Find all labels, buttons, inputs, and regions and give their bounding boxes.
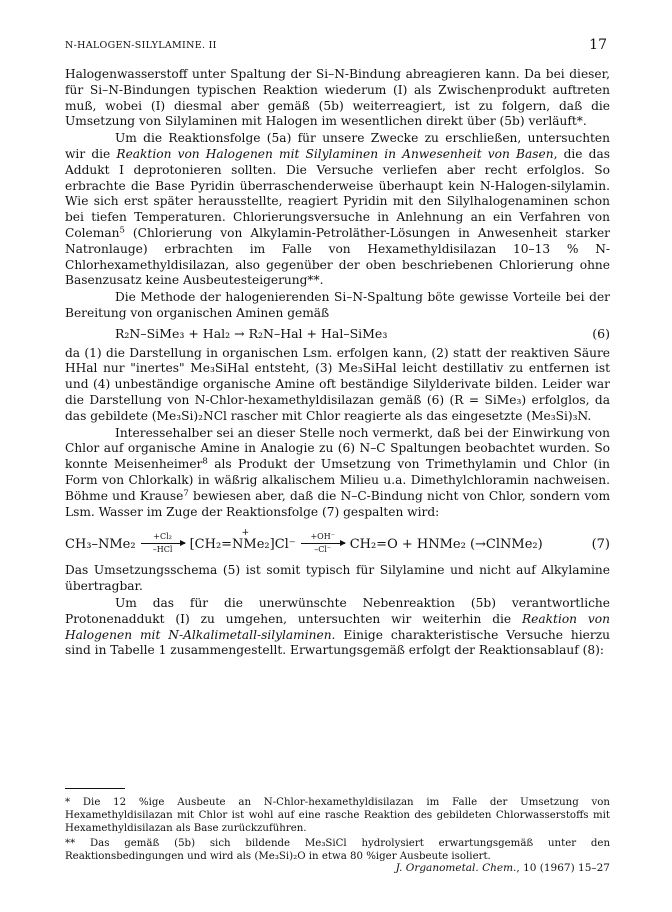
journal-name: J. Organometal. Chem. — [395, 862, 517, 874]
reaction-arrow-icon — [301, 533, 345, 554]
scheme-number: (7) — [591, 536, 610, 552]
article-body — [65, 67, 610, 660]
equation-6 — [65, 326, 610, 342]
page-number: 17 — [589, 37, 607, 53]
paragraph-2: Um die Reaktionsfolge (5a) für unsere Zwecke zu erschließen, untersuchten wir die Reaktion von Halogenen mit Silylaminen in Anwesenheit von Basen, die das Addukt I deprotonieren sollten. Die Versuche verliefen aber recht erfolglos. So erbrachte die Base Pyridin überraschenderweise überhaupt kein N-Halogen-silylamin. Wie sich erst später herausstellte, reagiert Pyridin mit den Silylhalogenaminen schon bei tiefen Temperaturen. Chlorierungsversuche in Anlehnung an ein Verfahren von Coleman$^5$ (Chlorierung von Alkylamin-Petroläther-Lösungen in Anwesenheit starker Natronlauge) erbrachten im Falle von Hexamethyldisilazan 10–13 % N-Chlorhexamethyldisilazan, also gegenüber der oben beschriebenen Chlorierung ohne Basenzusatz keine Ausbeutesteigerung**. — [65, 131, 610, 288]
paragraph-5: Interessehalber sei an dieser Stelle noch vermerkt, daß bei der Einwirkung von Chlor auf organische Amine in Analogie zu (6) N–C Spaltungen beobachtet wurden. So konnte Meisenheimer$^8$ als Produkt der Umsetzung von Trimethylamin und Chlor (in Form von Chlorkalk) in wäßrig alkalischem Milieu u.a. Dimethylchloramin nachweisen. Böhme und Krause$^7$ bewiesen aber, daß die N–C-Bindung nicht von Chlor, sondern vom Lsm. Wasser im Zuge der Reaktionsfolge (7) gespalten wird: — [65, 425, 610, 519]
scheme-products: CH₂=O + HNMe₂ (→ClNMe₂) — [349, 536, 543, 552]
footnotes — [65, 796, 610, 865]
page-header — [65, 37, 607, 56]
paragraph-3: Die Methode der halogenierenden Si–N-Spaltung böte gewisse Vorteile bei der Bereitung von organischen Aminen gemäß — [65, 290, 610, 320]
arrow-byproduct: –HCl — [152, 545, 173, 555]
journal-volume: , 10 (1967) 15–27 — [516, 862, 610, 874]
reaction-arrow-icon — [141, 533, 185, 554]
paragraph-4: da (1) die Darstellung in organischen Lsm. erfolgen kann, (2) statt der reaktiven Säure HHal nur "inertes" Me₃SiHal entsteht, (3) Me₃SiHal leicht destillativ zu entfernen ist und (4) unbeständige organische Amine oft beständige Silylderivate bilden. Leider war die Darstellung von N-Chlor-hexamethyldisilazan gemäß (6) (R = SiMe₃) erfolglos, da das gebildete (Me₃Si)₂NCl rascher mit Chlor reagierte als das eingesetzte (Me₃Si)₃N. — [65, 345, 610, 423]
scheme-reactant: CH₃–NMe₂ — [65, 536, 136, 552]
scheme-intermediate: + [CH₂=NMe₂]Cl⁻ — [189, 527, 296, 552]
paragraph-1: Halogenwasserstoff unter Spaltung der Si–N-Bindung abreagieren kann. Da bei dieser, für Si–N-Bindungen typischen Reaktion wiederum (I) als Zwischenprodukt auftreten muß, wobei (I) diesmal aber gemäß (5b) weiterreagiert, ist zu folgern, daß die Umsetzung von Silylaminen mit Halogen im wesentlichen direkt über (5b) verläuft*. — [65, 67, 610, 129]
emphasis-text: Reaktion von Halogenen mit Silylaminen in Anwesenheit von Basen — [116, 146, 554, 161]
reference-superscript: 8 — [202, 456, 208, 467]
paragraph-6: Das Umsetzungsschema (5) ist somit typisch für Silylamine und nicht auf Alkylamine übertragbar. — [65, 563, 610, 594]
reaction-scheme-7 — [65, 527, 610, 555]
reference-superscript: 5 — [119, 225, 125, 236]
paragraph-7: Um das für die unerwünschte Nebenreaktion (5b) verantwortliche Protonenaddukt (I) zu umgehen, untersuchten wir weiterhin die Reaktion von Halogenen mit N-Alkalimetall-silylaminen. Einige charakteristische Versuche hierzu sind in Tabelle 1 zusammengestellt. Erwartungsgemäß erfolgt der Reaktionsablauf (8): — [65, 595, 610, 658]
arrow-byproduct: –Cl⁻ — [314, 545, 332, 555]
running-head: N-HALOGEN-SILYLAMINE. II — [65, 40, 217, 51]
equation-6-formula: R₂N–SiMe₃ + Hal₂ → R₂N–Hal + Hal–SiMe₃ — [115, 325, 388, 341]
equation-6-number: (6) — [592, 325, 610, 341]
footnote-divider — [65, 788, 125, 789]
footnote-2: ** Das gemäß (5b) sich bildende Me₃SiCl hydrolysiert erwartungsgemäß unter den Reaktionsbedingungen und wird als (Me₃Si)₂O in etwa 80 %iger Ausbeute isoliert. — [65, 838, 610, 862]
arrow-reagent: +Cl₂ — [153, 532, 172, 542]
reference-superscript: 7 — [183, 488, 189, 499]
arrow-reagent: +OH⁻ — [310, 532, 335, 542]
journal-citation — [396, 862, 610, 874]
charge-plus: + — [241, 527, 250, 538]
emphasis-text: Reaktion von Halogenen mit N-Alkalimetall-silylaminen — [65, 611, 610, 642]
footnote-1: * Die 12 %ige Ausbeute an N-Chlor-hexamethyldisilazan im Falle der Umsetzung von Hexamethyldisilazan mit Chlor ist wohl auf eine rasche Reaktion des gebildeten Chlorwasserstoffs mit Hexamethyldisilazan als Base zurückzuführen. — [65, 797, 610, 834]
